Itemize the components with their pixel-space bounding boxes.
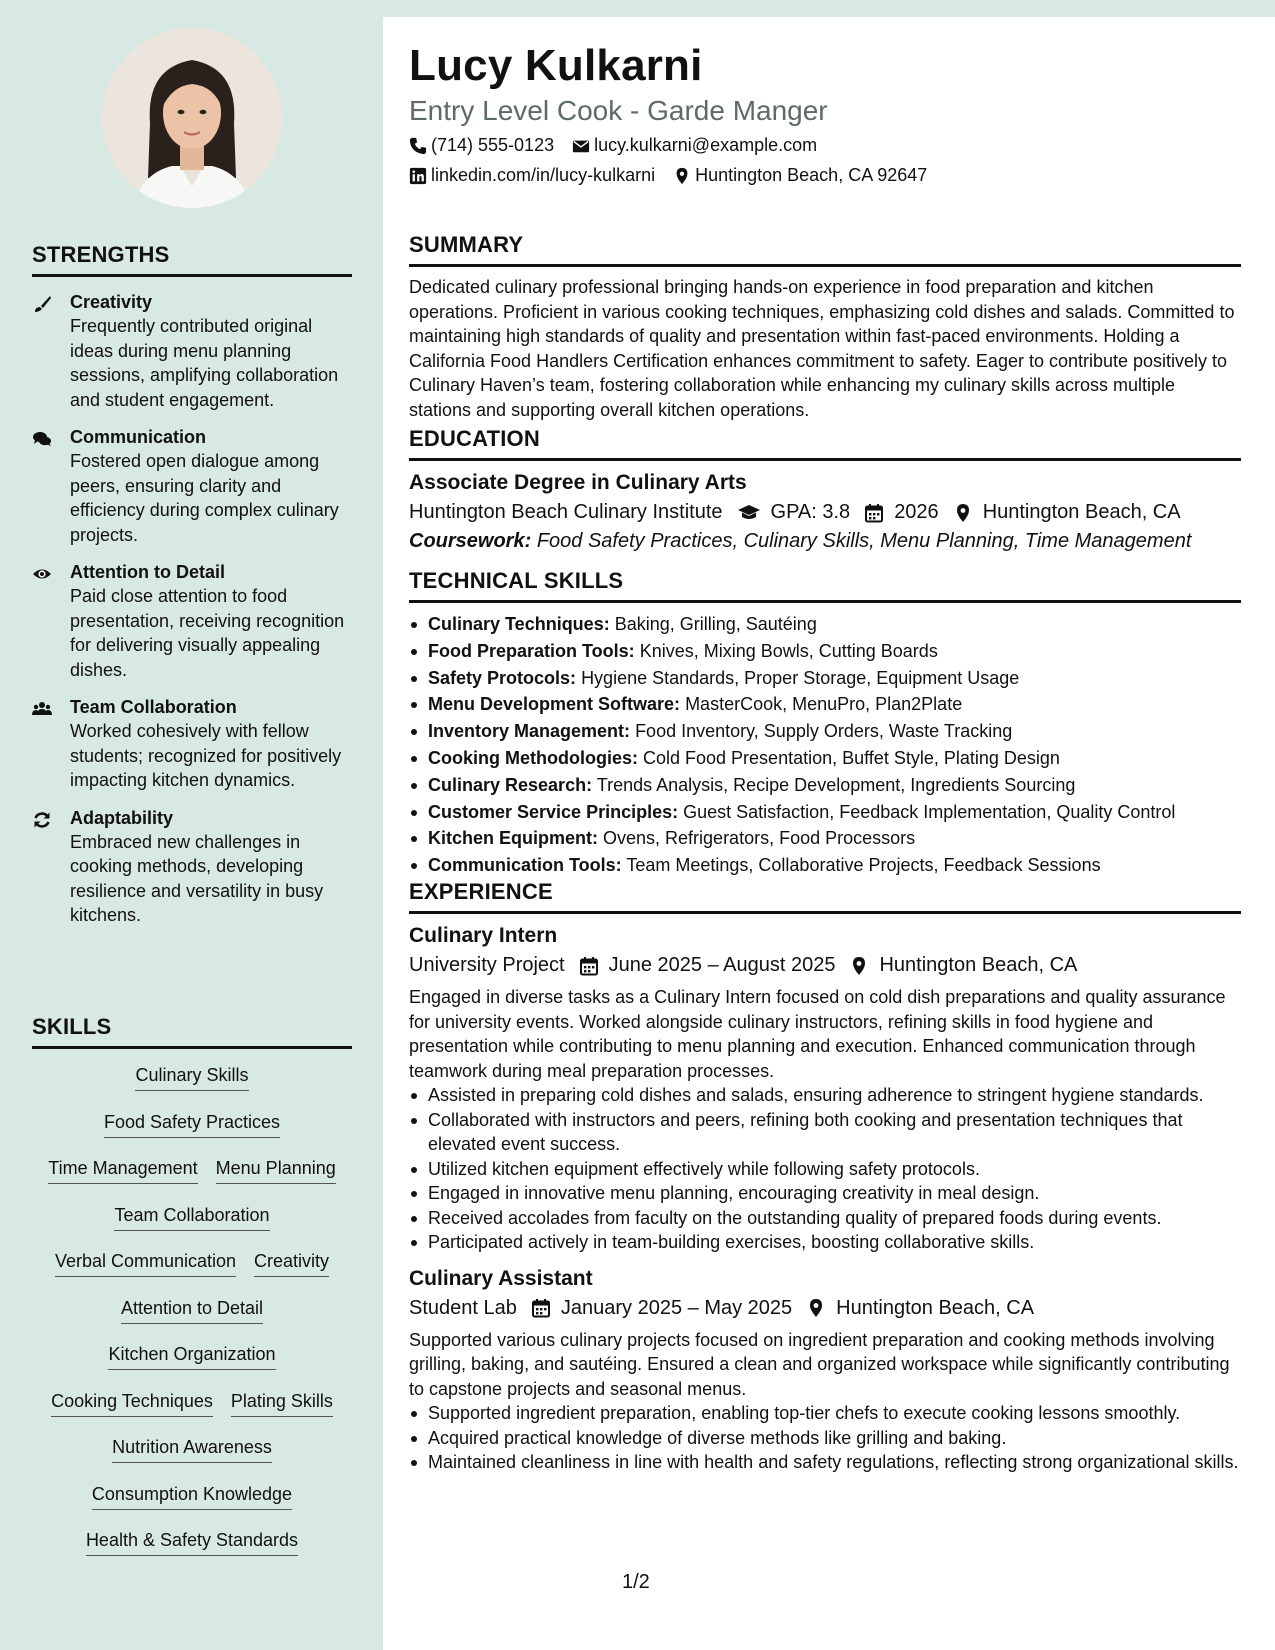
technical-heading: TECHNICAL SKILLS — [409, 568, 1241, 603]
calendar-icon — [864, 503, 884, 523]
job-org-text: Student Lab — [409, 1296, 517, 1319]
skill-value: Trends Analysis, Recipe Development, Ingredients Sourcing — [596, 774, 1076, 795]
skill-tag: Food Safety Practices — [104, 1110, 280, 1138]
strength-item — [32, 696, 352, 793]
map-pin-icon — [673, 167, 691, 185]
strength-desc: Fostered open dialogue among peers, ensuring clarity and efficiency during complex culinary projects. — [70, 451, 339, 545]
list-item — [409, 611, 1241, 638]
skill-label: Menu Development Software: — [428, 694, 681, 715]
skill-label: Kitchen Equipment: — [428, 828, 598, 849]
experience-heading: EXPERIENCE — [409, 879, 1241, 914]
job-org — [409, 1297, 517, 1320]
list-item: Participated actively in team-building exercises, boosting collaborative skills. — [409, 1230, 1241, 1255]
skill-label: Customer Service Principles: — [428, 801, 679, 822]
candidate-name: Lucy Kulkarni — [409, 41, 703, 90]
phone-contact — [409, 135, 554, 156]
skill-label: Culinary Techniques: — [428, 614, 610, 634]
strengths-section — [32, 242, 352, 928]
avatar — [102, 28, 282, 208]
linkedin-contact[interactable] — [409, 165, 655, 186]
strength-item — [32, 426, 352, 547]
skills-heading: SKILLS — [32, 1014, 352, 1049]
job-title: Culinary Assistant — [409, 1266, 593, 1290]
strength-title: Creativity — [70, 292, 153, 312]
skill-tag: Time Management — [48, 1156, 197, 1184]
map-pin-icon — [806, 1298, 826, 1318]
job-summary: Supported various culinary projects focused on ingredient preparation and cooking methods involving grilling, baking, and sautéing. Ensured a clean and organized workspace while significantly contributing to capstone projects and seasonal menus. — [409, 1329, 1230, 1399]
strength-title: Adaptability — [70, 807, 174, 828]
map-pin-icon — [849, 956, 869, 976]
summary-text: Dedicated culinary professional bringing hands-on experience in food preparation and kitchen operations. Proficient in various cooking techniques, emphasizing cold dishes and salads. Committed to maintaining high standards of quality and presentation within fast-paced environments. Holding a California Food Handlers Certification enhances commitment to safety. Eager to contribute positively to Culinary Haven’s team, fostering collaboration while enhancing my culinary skills across multiple stations and supporting overall kitchen operations. — [409, 277, 1235, 420]
envelope-icon — [572, 137, 590, 155]
skill-value: MasterCook, MenuPro, Plan2Plate — [685, 694, 963, 715]
list-item — [409, 772, 1241, 799]
list-item — [409, 691, 1241, 718]
page-indicator: 1/2 — [622, 1571, 650, 1593]
brush-icon — [32, 291, 70, 412]
calendar-icon — [579, 956, 599, 976]
list-item — [409, 745, 1241, 772]
phone-icon — [409, 137, 427, 155]
summary-heading: SUMMARY — [409, 232, 1241, 267]
job-org — [409, 954, 565, 977]
linkedin-icon — [409, 167, 427, 185]
job-location — [806, 1297, 1034, 1320]
phone-text: (714) 555-0123 — [431, 135, 555, 155]
skill-tag: Cooking Techniques — [51, 1389, 213, 1417]
skill-tag: Consumption Knowledge — [92, 1482, 292, 1510]
strength-item — [32, 561, 352, 682]
list-item — [409, 665, 1241, 692]
skill-label: Safety Protocols: — [428, 667, 577, 688]
strength-desc: Worked cohesively with fellow students; recognized for positively impacting kitchen dynamics. — [70, 721, 342, 790]
linkedin-text[interactable]: linkedin.com/in/lucy-kulkarni — [431, 165, 656, 185]
contact-row-2 — [409, 165, 945, 186]
year-text: 2026 — [894, 501, 939, 523]
sidebar — [0, 0, 383, 1650]
job-location-text: Huntington Beach, CA — [879, 954, 1078, 976]
skill-value: Hygiene Standards, Proper Storage, Equipment Usage — [581, 667, 1020, 688]
edu-location-text: Huntington Beach, CA — [982, 501, 1181, 523]
education-section — [409, 426, 1241, 553]
skill-value: Knives, Mixing Bowls, Cutting Boards — [639, 640, 938, 661]
skill-value: Team Meetings, Collaborative Projects, Feedback Sessions — [626, 855, 1101, 876]
education-meta — [409, 501, 1241, 524]
skill-tag: Health & Safety Standards — [86, 1528, 298, 1556]
job-summary: Engaged in diverse tasks as a Culinary Intern focused on cold dish preparations and quality assurance for university events. Worked alongside culinary instructors, refining skills in food hygiene and presentation while contributing to menu planning and execution. Enhanced communication through teamwork during meal preparation processes. — [409, 987, 1226, 1081]
skill-value: Cold Food Presentation, Buffet Style, Plating Design — [643, 747, 1060, 768]
list-item — [409, 825, 1241, 852]
skill-label: Cooking Methodologies: — [428, 747, 638, 768]
technical-skills-section — [409, 568, 1241, 879]
list-item — [409, 718, 1241, 745]
job-bullets — [409, 1401, 1241, 1475]
eye-icon — [32, 561, 70, 682]
job-meta — [409, 1297, 1241, 1320]
education-heading: EDUCATION — [409, 426, 1241, 461]
strength-title: Communication — [70, 427, 207, 447]
skill-tag: Creativity — [254, 1249, 329, 1277]
map-pin-icon — [953, 503, 973, 523]
list-item — [409, 799, 1241, 826]
job-title: Culinary Intern — [409, 924, 558, 947]
graduation-cap-icon — [737, 503, 761, 523]
degree-title: Associate Degree in Culinary Arts — [409, 471, 747, 494]
candidate-role: Entry Level Cook - Garde Manger — [409, 95, 828, 126]
experience-section — [409, 879, 1241, 1475]
skill-value: Food Inventory, Supply Orders, Waste Tracking — [635, 721, 1013, 742]
skill-tag: Team Collaboration — [114, 1203, 269, 1231]
calendar-icon — [531, 1298, 551, 1318]
list-item: Assisted in preparing cold dishes and salads, ensuring adherence to stringent hygiene standards. — [409, 1083, 1241, 1108]
edu-location-item — [953, 501, 1181, 524]
job-bullets — [409, 1083, 1241, 1255]
strength-desc: Frequently contributed original ideas during menu planning sessions, amplifying collaboration and student engagement. — [70, 316, 339, 410]
strengths-heading: STRENGTHS — [32, 242, 352, 277]
skill-tag: Plating Skills — [231, 1389, 333, 1417]
skill-value: Guest Satisfaction, Feedback Implementation, Quality Control — [683, 801, 1176, 822]
skill-tag: Menu Planning — [216, 1156, 336, 1184]
job-dates-text: June 2025 – August 2025 — [608, 954, 836, 976]
email-contact[interactable] — [572, 135, 817, 156]
list-item: Supported ingredient preparation, enabling top-tier chefs to execute cooking lessons smoothly. — [409, 1401, 1241, 1426]
users-icon — [32, 696, 70, 793]
strength-desc: Embraced new challenges in cooking methods, developing resilience and versatility in busy kitchens. — [70, 831, 324, 925]
skill-label: Food Preparation Tools: — [428, 640, 635, 661]
skill-tag: Culinary Skills — [135, 1063, 248, 1091]
sync-icon — [32, 807, 70, 928]
skills-section — [32, 1014, 352, 1575]
list-item: Acquired practical knowledge of diverse methods like grilling and baking. — [409, 1426, 1241, 1451]
job-location-text: Huntington Beach, CA — [836, 1296, 1035, 1319]
job-org-text: University Project — [409, 954, 565, 976]
contact-row-1 — [409, 135, 835, 156]
list-item — [409, 852, 1241, 879]
main-content — [383, 17, 1275, 1650]
location-text: Huntington Beach, CA 92647 — [695, 165, 928, 185]
skill-tag: Verbal Communication — [55, 1249, 236, 1277]
skill-value: Ovens, Refrigerators, Food Processors — [603, 828, 916, 849]
coursework — [409, 530, 1241, 553]
school-text: Huntington Beach Culinary Institute — [409, 501, 723, 523]
job-dates-text: January 2025 – May 2025 — [560, 1296, 793, 1319]
job-dates — [579, 954, 836, 977]
profile-photo — [102, 28, 282, 208]
skill-value: Baking, Grilling, Sautéing — [614, 614, 817, 634]
job-entry — [409, 924, 1241, 1255]
skill-tag: Kitchen Organization — [108, 1342, 275, 1370]
list-item: Engaged in innovative menu planning, encouraging creativity in meal design. — [409, 1181, 1241, 1206]
email-text[interactable]: lucy.kulkarni@example.com — [594, 135, 818, 155]
gpa-item — [737, 501, 851, 524]
skill-tag: Nutrition Awareness — [112, 1435, 272, 1463]
summary-section — [409, 232, 1241, 422]
job-entry — [409, 1267, 1241, 1475]
chat-icon — [32, 426, 70, 547]
technical-skills-list — [409, 611, 1241, 879]
strength-item — [32, 807, 352, 928]
strength-item — [32, 291, 352, 412]
list-item: Received accolades from faculty on the outstanding quality of prepared foods during events. — [409, 1206, 1241, 1231]
list-item: Maintained cleanliness in line with health and safety regulations, reflecting strong organizational skills. — [409, 1450, 1241, 1475]
strength-desc: Paid close attention to food presentation, receiving recognition for delivering visually appealing dishes. — [70, 586, 345, 680]
coursework-label: Coursework: — [409, 530, 532, 552]
job-dates — [531, 1297, 792, 1320]
job-location — [849, 954, 1077, 977]
skill-tag: Attention to Detail — [121, 1296, 263, 1324]
location-contact — [673, 165, 927, 186]
school-name — [409, 501, 723, 524]
skill-label: Culinary Research: — [428, 774, 593, 795]
skill-label: Inventory Management: — [428, 721, 631, 742]
coursework-text: Food Safety Practices, Culinary Skills, Menu Planning, Time Management — [536, 530, 1192, 552]
skills-list — [32, 1063, 352, 1575]
skill-label: Communication Tools: — [428, 855, 622, 876]
year-item — [864, 501, 939, 524]
list-item — [409, 638, 1241, 665]
job-meta — [409, 954, 1241, 977]
list-item: Utilized kitchen equipment effectively while following safety protocols. — [409, 1157, 1241, 1182]
gpa-text: GPA: 3.8 — [770, 501, 851, 523]
strength-title: Attention to Detail — [70, 562, 225, 582]
list-item: Collaborated with instructors and peers, refining both cooking and presentation techniques that elevated event success. — [409, 1108, 1241, 1157]
strength-title: Team Collaboration — [70, 697, 237, 717]
